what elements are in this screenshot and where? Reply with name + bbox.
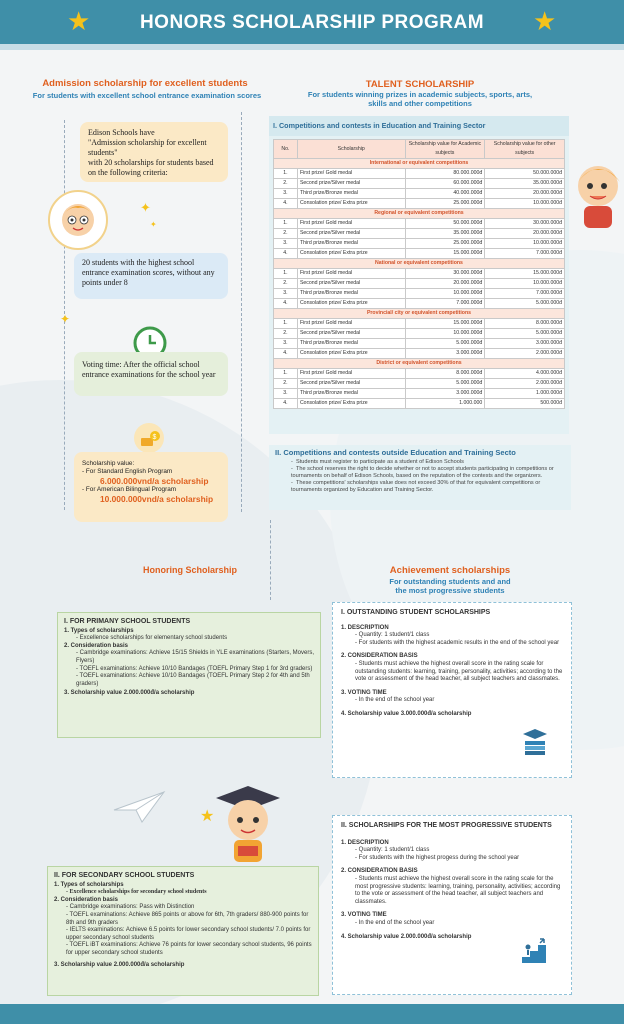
primary-basis-bullet: - TOEFL examinations: Achieve 10/10 Bandages (TOEFL Primary Step 2 for 4th and 5th graders) [76,673,310,687]
secondary-basis-bullet: - Cambridge examinations: Pass with Distinction [66,904,195,911]
row-no: 1. [274,219,298,229]
row-prize: First prize/ Gold medal [297,319,405,329]
row-other-value: 8.000.000đ [485,319,565,329]
intro-line-2: "Admission scholarship for excellent students" [88,138,207,157]
outstanding-desc-bullet: - For students with the highest academic results in the end of the school year [355,639,560,646]
secondary-basis-bullet: - TOEFL iBT examinations: Achieve 76 points for lower secondary school students, 96 points for upper secondary school students [66,942,312,956]
table-row [274,279,565,289]
table-row [274,269,565,279]
table-group-header [274,209,565,219]
row-academic-value: 3.000.000đ [405,389,485,399]
group-name: Provincial/ city or equivalent competitions [274,309,565,319]
row-no: 2. [274,379,298,389]
table-row [274,179,565,189]
row-no: 2. [274,329,298,339]
row-other-value: 20.000.000đ [485,229,565,239]
talent-section-2 [269,445,571,510]
row-academic-value: 8.000.000đ [405,369,485,379]
paper-plane-icon [112,790,166,829]
row-no: 1. [274,319,298,329]
row-no: 3. [274,389,298,399]
row-other-value: 7.000.000đ [485,289,565,299]
progressive-basis: 2. CONSIDERATION BASIS [341,868,418,875]
row-academic-value: 7.000.000đ [405,299,485,309]
timeline-line [241,112,242,512]
admission-subtitle: For students with excellent school entrance examination scores [32,91,262,100]
row-prize: Second prize/Silver medal [297,229,405,239]
outstanding-desc: 1. DESCRIPTION [341,624,389,631]
primary-value: 3. Scholarship value 2.000.000đ/a scholarship [64,690,195,697]
voting-card: Voting time: After the official school entrance examinations for the school year [74,352,228,396]
secondary-basis: 2. Consideration basis [54,896,119,903]
books-icon [522,728,548,763]
stairs-progress-icon [520,937,548,970]
outstanding-desc-bullet: - Quantity: 1 student/1 class [355,632,430,639]
primary-types: 1. Types of scholarships [64,627,134,634]
row-other-value: 10.000.000đ [485,199,565,209]
row-academic-value: 20.000.000đ [405,279,485,289]
row-other-value: 2.000.000đ [485,349,565,359]
table-group-header [274,259,565,269]
row-academic-value: 1.000.000 [405,399,485,409]
intro-line-3: with 20 scholarships for students based on the following criteria: [88,158,214,177]
row-prize: First prize/ Gold medal [297,219,405,229]
group-name: International or equivalent competitions [274,159,565,169]
progressive-title: II. SCHOLARSHIPS FOR THE MOST PROGRESSIVE STUDENTS [341,822,552,829]
bil-label: - For American Bilingual Program [82,486,177,493]
sparkle-icon: ✦ [140,200,151,215]
group-name: National or equivalent competitions [274,259,565,269]
secondary-basis-bullet: - IELTS examinations: Achieve 6.5 points for lower secondary school students/ 7.0 points for upper secondary school students [66,927,311,941]
group-name: District or equivalent competitions [274,359,565,369]
row-no: 4. [274,349,298,359]
row-other-value: 500.000đ [485,399,565,409]
row-no: 3. [274,339,298,349]
table-row [274,339,565,349]
row-prize: Second prize/Silver medal [297,329,405,339]
table-row [274,329,565,339]
secondary-school-panel [47,866,319,996]
row-prize: Third prize/Bronze medal [297,239,405,249]
row-prize: Third prize/Bronze medal [297,289,405,299]
row-academic-value: 10.000.000đ [405,329,485,339]
row-other-value: 10.000.000đ [485,239,565,249]
row-no: 4. [274,199,298,209]
row-prize: Third prize/Bronze medal [297,189,405,199]
secondary-value: 3. Scholarship value 2.000.000đ/a scholarship [54,961,185,968]
row-other-value: 2.000.000đ [485,379,565,389]
col-scholarship: Scholarship [297,140,405,159]
row-prize: Consolation prize/ Extra prize [297,199,405,209]
talent-section-2-title: II. Competitions and contests outside Education and Training Secto [275,448,516,457]
row-no: 2. [274,229,298,239]
value-card [74,452,228,522]
row-other-value: 35.000.000đ [485,179,565,189]
table-row [274,299,565,309]
row-prize: Second prize/Silver medal [297,179,405,189]
row-prize: First prize/ Gold medal [297,269,405,279]
graduate-illustration [208,784,288,873]
row-academic-value: 5.000.000đ [405,379,485,389]
progressive-vote: 3. VOTING TIME [341,912,387,919]
table-group-header [274,309,565,319]
row-no: 3. [274,239,298,249]
star-icon: ★ [533,6,557,36]
intro-card [80,122,228,182]
row-no: 4. [274,249,298,259]
row-no: 3. [274,289,298,299]
std-label: - For Standard English Program [82,468,173,475]
talent-section-1-title: I. Competitions and contests in Education and Training Sector [269,116,569,136]
row-prize: First prize/ Gold medal [297,169,405,179]
row-academic-value: 50.000.000đ [405,219,485,229]
admission-title: Admission scholarship for excellent students [42,78,248,89]
primary-basis-bullet: - Cambridge examinations: Achieve 15/15 Shields in YLE examinations (Starters, Movers, Flyers) [76,650,315,664]
row-other-value: 15.000.000đ [485,269,565,279]
primary-types-bullet: - Excellence scholarships for elementary school students [76,635,228,642]
row-other-value: 7.000.000đ [485,249,565,259]
row-prize: Second prize/Silver medal [297,279,405,289]
row-other-value: 5.000.000đ [485,329,565,339]
table-row [274,169,565,179]
row-prize: Consolation prize/ Extra prize [297,399,405,409]
footer-bar [0,1004,624,1024]
talent-section-2-bullet: - The school reserves the right to decide whether or not to accept students participating in competitions or tournaments on behalf of Edison Schools, based on the reputation of the contests and the organizers. [291,466,554,479]
talent-subtitle: For students winning prizes in academic subjects, sports, arts, skills and other competitions [307,90,533,108]
star-icon: ★ [67,6,91,36]
row-other-value: 3.000.000đ [485,339,565,349]
row-other-value: 50.000.000đ [485,169,565,179]
value-label: Scholarship value: [82,460,135,467]
outstanding-vote-bullet: - In the end of the school year [355,697,435,704]
table-row [274,399,565,409]
table-row [274,379,565,389]
student-illustration-right [570,160,624,235]
row-academic-value: 25.000.000đ [405,239,485,249]
row-no: 2. [274,179,298,189]
page-title: HONORS SCHOLARSHIP PROGRAM [139,12,485,33]
row-other-value: 1.000.000đ [485,389,565,399]
table-row [274,319,565,329]
star-icon: ★ [200,808,215,825]
row-academic-value: 15.000.000đ [405,249,485,259]
header-strip [0,44,624,50]
bil-value: 10.000.000vnd/a scholarship [100,494,214,504]
col-other: Scholarship value for other subjects [485,140,565,159]
table-group-header [274,159,565,169]
achievement-title: Achievement scholarships [389,565,511,576]
row-prize: Consolation prize/ Extra prize [297,299,405,309]
talent-table [273,139,565,409]
progressive-desc-bullet: - For students with the highest progess during the school year [355,854,520,861]
primary-basis-bullet: - TOEFL examinations: Achieve 10/10 Bandages (TOEFL Primary Step 1 for 3rd graders) [76,665,313,672]
outstanding-vote: 3. VOTING TIME [341,689,387,696]
primary-title: I. FOR PRIMANY SCHOOL STUDENTS [64,618,191,625]
table-row [274,199,565,209]
progressive-vote-bullet: - In the end of the school year [355,919,435,926]
progressive-desc-bullet: - Quantity: 1 student/1 class [355,847,430,854]
row-no: 1. [274,369,298,379]
row-other-value: 4.000.000đ [485,369,565,379]
achievement-subtitle: For outstanding students and and the most progressive students [389,577,511,595]
row-academic-value: 3.000.000đ [405,349,485,359]
intro-line-1: Edison Schools have [88,128,155,137]
primary-basis: 2. Consideration basis [64,642,129,649]
row-no: 4. [274,299,298,309]
row-academic-value: 80.000.000đ [405,169,485,179]
row-other-value: 20.000.000đ [485,189,565,199]
talent-section-2-bullet: - These competitions' scholarships value does not exceed 30% of that for equivalent competitions or tournaments organized by Education and Training Sector. [291,480,541,493]
honoring-title: Honoring Scholarship [142,565,237,575]
row-academic-value: 35.000.000đ [405,229,485,239]
sparkle-icon: ✦ [60,312,71,326]
table-row [274,249,565,259]
outstanding-value: 4. Scholarship value 3.000.000đ/a scholarship [341,710,472,717]
table-row [274,219,565,229]
col-no: No. [274,140,298,159]
secondary-title: II. FOR SECONDARY SCHOOL STUDENTS [54,872,195,879]
progressive-desc: 1. DESCRIPTION [341,839,389,846]
talent-title: TALENT SCHOLARSHIP [365,79,475,90]
row-no: 3. [274,189,298,199]
secondary-types: 1. Types of scholarships [54,881,124,888]
row-prize: Consolation prize/ Extra prize [297,349,405,359]
row-academic-value: 10.000.000đ [405,289,485,299]
row-academic-value: 5.000.000đ [405,339,485,349]
secondary-types-bullet: - Excellence scholarships for secondary school students [66,889,207,896]
secondary-basis-bullet: - TOEFL examinations: Achieve 865 points or above for 6th, 7th graders/ 880-900 points for 8th and 9th graders [66,911,309,926]
row-prize: Second prize/Silver medal [297,379,405,389]
row-other-value: 5.000.000đ [485,299,565,309]
primary-school-panel [57,612,321,738]
table-row [274,369,565,379]
row-academic-value: 40.000.000đ [405,189,485,199]
row-academic-value: 30.000.000đ [405,269,485,279]
row-prize: Third prize/Bronze medal [297,389,405,399]
criteria-card: 20 students with the highest school entrance examination scores, without any points under 8 [74,253,228,299]
student-illustration [48,190,108,250]
row-no: 2. [274,279,298,289]
outstanding-title: I. OUTSTANDING STUDENT SCHOLARSHIPS [341,609,491,616]
timeline-line [270,520,271,600]
row-other-value: 30.000.000đ [485,219,565,229]
progressive-value: 4. Scholarship value 2.000.000đ/a scholarship [341,933,472,940]
row-no: 1. [274,269,298,279]
row-prize: Consolation prize/ Extra prize [297,249,405,259]
table-row [274,239,565,249]
progressive-basis-bullet: - Students must achieve the highest overall score in the rating scale for the most progressive students: learning, training, personality, activities; according to the vote or assessment of the head teacher, all subject teachers and classmates. [355,875,561,905]
table-row [274,389,565,399]
svg-text:$: $ [152,434,157,441]
talent-table-panel [269,116,569,434]
group-name: Regional or equivalent competitions [274,209,565,219]
outstanding-basis: 2. CONSIDERATION BASIS [341,653,418,660]
row-academic-value: 60.000.000đ [405,179,485,189]
row-academic-value: 25.000.000đ [405,199,485,209]
row-no: 1. [274,169,298,179]
row-prize: Third prize/Bronze medal [297,339,405,349]
row-other-value: 10.000.000đ [485,279,565,289]
table-row [274,289,565,299]
table-row [274,349,565,359]
talent-section-2-bullet: - Students must register to participate as a student of Edison Schools [291,459,464,465]
row-academic-value: 15.000.000đ [405,319,485,329]
std-value: 6.000.000vnd/a scholarship [100,476,209,486]
table-row [274,189,565,199]
row-prize: First prize/ Gold medal [297,369,405,379]
table-row [274,229,565,239]
row-no: 4. [274,399,298,409]
table-group-header [274,359,565,369]
outstanding-basis-bullet: - Students must achieve the highest overall score in the rating scale for outstanding students: learning, training, personality, activities; according to the vote or assessment of the head teacher, all subject teachers and classmates. [355,660,563,683]
sparkle-icon: ✦ [150,220,157,229]
col-academic: Scholarship value for Academic subjects [405,140,485,159]
